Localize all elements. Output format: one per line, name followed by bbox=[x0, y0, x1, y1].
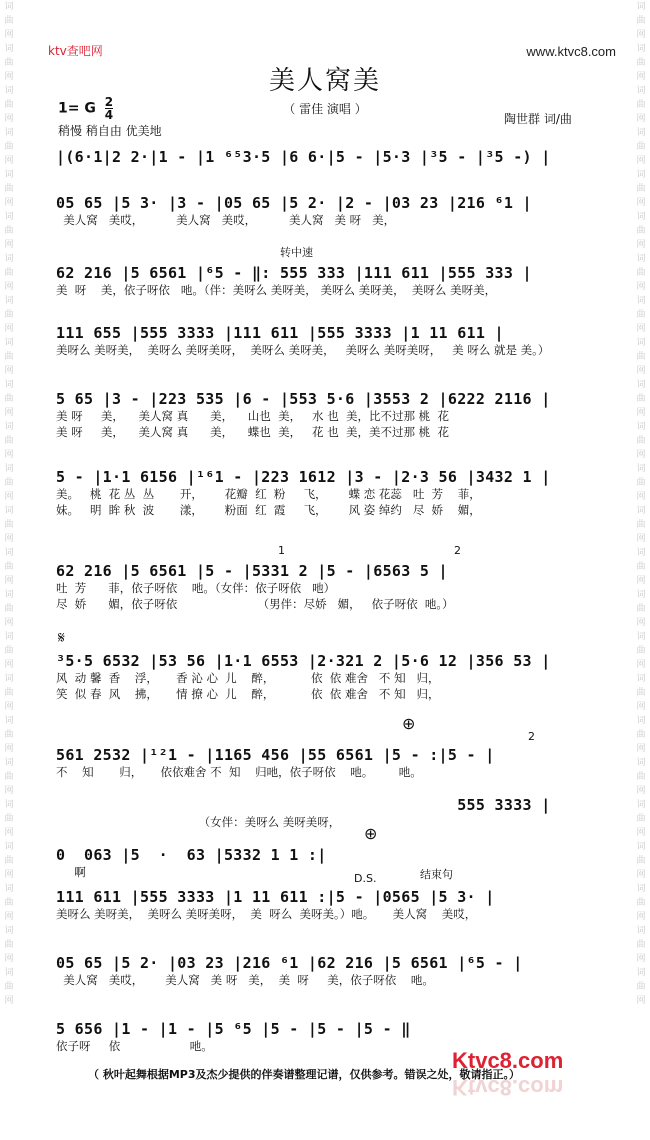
lyric-line-verse-2: 尽 娇 媚，依子呀依 （男伴：尽娇 媚， 依子呀依 吔。） bbox=[56, 597, 454, 611]
notation-line: 5 - |1·1 6156 |¹⁶1 - |223 1612 |3 - |2·3 56 |3432 1 | bbox=[56, 468, 551, 486]
score-line-8 bbox=[56, 652, 596, 702]
notation-line: |(6·1|2 2·|1 - |1 ⁶⁵3·5 |6 6·|5 - |5·3 |³5 - |³5 -) | bbox=[56, 148, 551, 166]
score-line-4 bbox=[56, 324, 596, 358]
score-line-2 bbox=[56, 194, 596, 228]
volta-2b-mark: 2 bbox=[528, 730, 535, 743]
song-title: 美人窝美 bbox=[268, 66, 381, 96]
lyric-line: 美 呀 美，依子呀依 吔。（伴：美呀么 美呀美， 美呀么 美呀美， 美呀么 美呀美， bbox=[56, 283, 497, 297]
coda-sign-lower: ⊕ bbox=[364, 824, 378, 843]
time-denominator: 4 bbox=[104, 108, 114, 122]
score-line-12 bbox=[56, 954, 596, 988]
notation-line: ³5·5 6532 |53 56 |1·1 6553 |2·321 2 |5·6 12 |356 53 | bbox=[56, 652, 551, 670]
singer-credit: （ 雷佳 演唱 ） bbox=[283, 102, 367, 116]
ending-section-label: 结束句 bbox=[420, 868, 453, 881]
tempo-change-mark: 转中速 bbox=[280, 246, 313, 259]
time-signature bbox=[105, 96, 113, 121]
score-line-3 bbox=[56, 264, 596, 298]
notation-line: 111 655 |555 3333 |111 611 |555 3333 |1 11 611 | bbox=[56, 324, 504, 342]
notation-line: 62 216 |5 6561 |5 - |5331 2 |5 - |6563 5 | bbox=[56, 562, 448, 580]
score-line-9 bbox=[56, 746, 596, 780]
score-line-6 bbox=[56, 468, 596, 518]
notation-line: 05 65 |5 2· |03 23 |216 ⁶1 |62 216 |5 6561 |⁶5 - | bbox=[56, 954, 523, 972]
lyric-line-verse-2: 美 呀 美， 美人窝 真 美， 蝶也 美， 花 也 美，美不过那 桃 花 bbox=[56, 425, 449, 439]
lyric-line-verse-1: 美。 桃 花 丛 丛 开， 花瓣 红 粉 飞， 蝶 恋 花蕊 吐 芳 菲， bbox=[56, 487, 481, 501]
notation-line: 5 656 |1 - |1 - |5 ⁶5 |5 - |5 - |5 - ‖ bbox=[56, 1020, 411, 1038]
lyric-line: （女伴：美呀么 美呀美呀， bbox=[56, 815, 341, 829]
site-url-link[interactable]: www.ktvc8.com bbox=[526, 44, 616, 59]
lyric-line-verse-2: 妹。 明 眸 秋 波 漾， 粉面 红 霞 飞， 风 姿 绰约 尽 娇 媚， bbox=[56, 503, 481, 517]
score-line-11 bbox=[56, 888, 596, 922]
notation-line: 0 063 |5 · 63 |5332 1 1 :| bbox=[56, 846, 327, 864]
lyric-line: 依子呀 依 吔。 bbox=[56, 1039, 213, 1053]
notation-line: 561 2532 |¹²1 - |1165 456 |55 6561 |5 - :|5 - | bbox=[56, 746, 495, 764]
score-line-10 bbox=[56, 846, 596, 880]
notation-line: 62 216 |5 6561 |⁶5 - ‖: 555 333 |111 611 |555 333 | bbox=[56, 264, 532, 282]
side-watermark-left: 词曲网词曲网词曲网词曲网词曲网词曲网词曲网词曲网词曲网词曲网词曲网词曲网词曲网词曲网词曲网词曲网词曲网词曲网词曲网词曲网词曲网词曲网词曲网词曲网 bbox=[4, 2, 14, 1006]
notation-line: 555 3333 | bbox=[56, 796, 551, 814]
volta-2-mark: 2 bbox=[454, 544, 461, 557]
score-line-7 bbox=[56, 562, 596, 612]
side-watermark-right: 词曲网词曲网词曲网词曲网词曲网词曲网词曲网词曲网词曲网词曲网词曲网词曲网词曲网词曲网词曲网词曲网词曲网词曲网词曲网词曲网词曲网词曲网词曲网词曲网 bbox=[636, 2, 646, 1006]
lyric-line: 美人窝 美哎， 美人窝 美哎， 美人窝 美 呀 美， bbox=[56, 213, 396, 227]
lyric-line: 不 知 归， 依依难舍 不 知 归吔，依子呀依 吔。 吔。 bbox=[56, 765, 422, 779]
notation-line: 5 65 |3 - |223 535 |6 - |553 5·6 |3553 2 |6222 2116 | bbox=[56, 390, 551, 408]
tempo-marking: 稍慢 稍自由 优美地 bbox=[58, 124, 162, 138]
segno-sign: 𝄋 bbox=[58, 628, 65, 647]
lyric-line-verse-1: 风 动 馨 香 浮， 香 沁 心 儿 醉， 依 依 难舍 不 知 归， bbox=[56, 671, 440, 685]
composer-credit: 陶世群 词/曲 bbox=[504, 112, 572, 126]
coda-sign-upper: ⊕ bbox=[402, 714, 416, 733]
score-line-5 bbox=[56, 390, 596, 440]
transcription-note: （ 秋叶起舞根据MP3及杰少提供的伴奏谱整理记谱，仅供参考。错误之处，敬请指正。） bbox=[88, 1068, 520, 1081]
site-logo: Ktvc8.com bbox=[452, 1048, 564, 1073]
lyric-line: 美呀么 美呀美， 美呀么 美呀美呀， 美 呀么 美呀美。）吔。 美人窝 美哎， bbox=[56, 907, 477, 921]
lyric-line: 啊 bbox=[56, 865, 86, 879]
lyric-line: 美呀么 美呀美， 美呀么 美呀美呀， 美呀么 美呀美， 美呀么 美呀美呀， 美 呀么 就是 美。） bbox=[56, 343, 550, 357]
lyric-line-verse-1: 美 呀 美， 美人窝 真 美， 山也 美， 水 也 美，比不过那 桃 花 bbox=[56, 409, 449, 423]
lyric-line-verse-2: 笑 似 春 风 拂， 情 撩 心 儿 醉， 依 依 难舍 不 知 归， bbox=[56, 687, 440, 701]
volta-1-mark: 1 bbox=[278, 544, 285, 557]
site-name-link[interactable]: ktv查吧网 bbox=[48, 44, 103, 58]
key-signature bbox=[58, 96, 113, 121]
key-label: 1= G bbox=[58, 100, 96, 117]
dal-segno-mark: D.S. bbox=[354, 872, 377, 885]
time-numerator: 2 bbox=[104, 95, 114, 109]
lyric-line: 美人窝 美哎， 美人窝 美 呀 美， 美 呀 美，依子呀依 吔。 bbox=[56, 973, 434, 987]
notation-line: 05 65 |5 3· |3 - |05 65 |5 2· |2 - |03 23 |216 ⁶1 | bbox=[56, 194, 532, 212]
site-logo-reflection: Ktvc8.com bbox=[452, 1075, 564, 1100]
notation-line: 111 611 |555 3333 |1 11 611 :|5 - |0565 |5 3· | bbox=[56, 888, 495, 906]
score-line-9b bbox=[56, 796, 596, 830]
score-line-1 bbox=[56, 148, 596, 166]
lyric-line-verse-1: 吐 芳 菲，依子呀依 吔。（女伴：依子呀依 吔） bbox=[56, 581, 336, 595]
